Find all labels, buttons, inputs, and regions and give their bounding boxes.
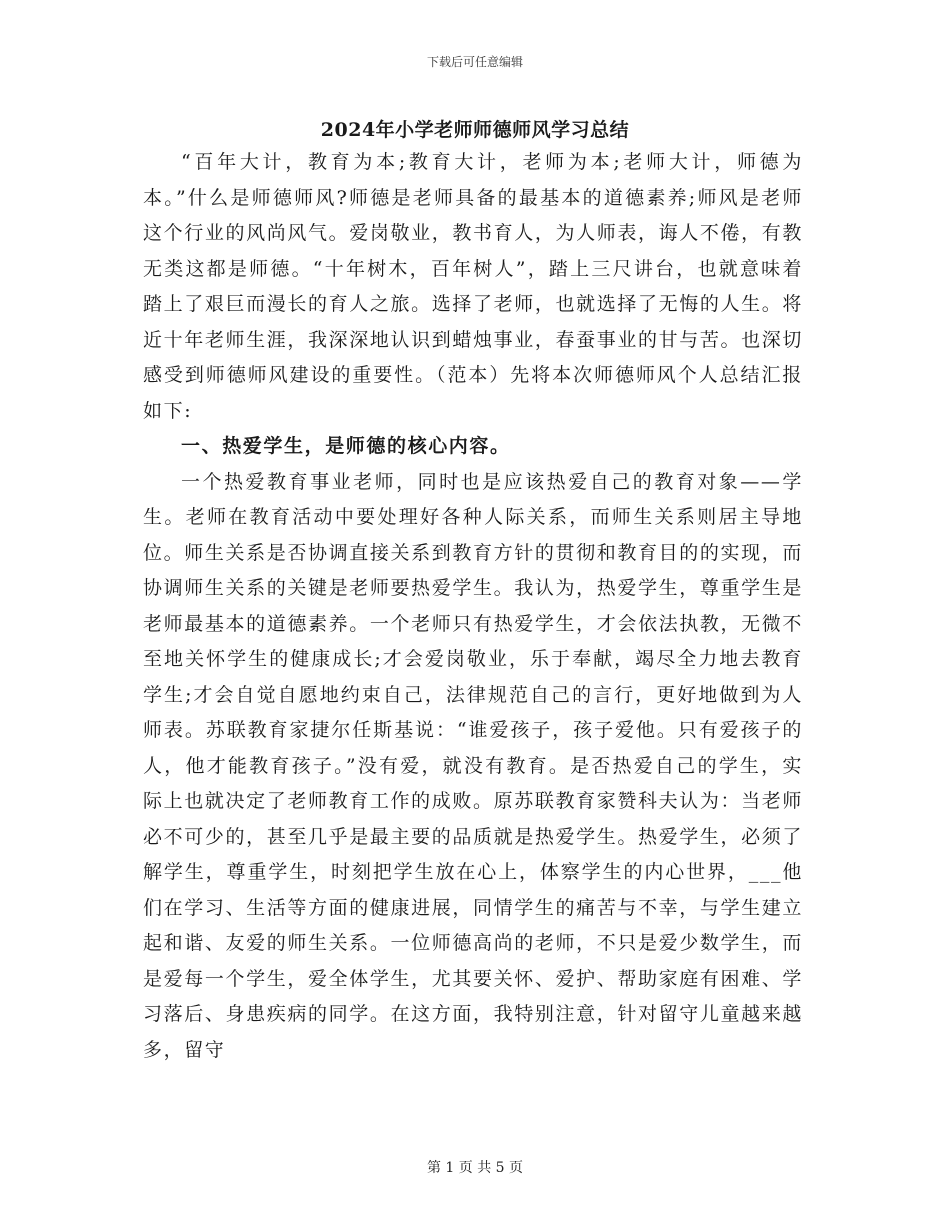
header-note: 下载后可任意编辑 bbox=[426, 55, 523, 69]
body-paragraph: 一个热爱教育事业老师，同时也是应该热爱自己的教育对象——学生。老师在教育活动中要处理好各种人际关系，而师生关系则居主导地位。师生关系是否协调直接关系到教育方针的贯彻和教育目的的实现，而协调师生关系的关键是老师要热爱学生。我认为，热爱学生，尊重学生是老师最基本的道德素养。一个老师只有热爱学生，才会依法执教，无微不至地关怀学生的健康成长;才会爱岗敬业，乐于奉献，竭尽全力地去教育学生;才会自觉自愿地约束自己，法律规范自己的言行，更好地做到为人师表。苏联教育家捷尔任斯基说：“谁爱孩子，孩子爱他。只有爱孩子的人，他才能教育孩子。”没有爱，就没有教育。是否热爱自己的学生，实际上也就决定了老师教育工作的成败。原苏联教育家赞科夫认为：当老师必不可少的，甚至几乎是最主要的品质就是热爱学生。热爱学生，必须了解学生，尊重学生，时刻把学生放在心上，体察学生的内心世界，___他们在学习、生活等方面的健康进展，同情学生的痛苦与不幸，与学生建立起和谐、友爱的师生关系。一位师德高尚的老师，不只是爱少数学生，而是爱每一个学生，爱全体学生，尤其要关怀、爱护、帮助家庭有困难、学习落后、身患疾病的同学。在这方面，我特别注意，针对留守儿童越来越多，留守 bbox=[143, 470, 803, 1061]
page-title: 2024年小学老师师德师风学习总结 bbox=[320, 119, 630, 141]
document-body bbox=[143, 145, 803, 1068]
page-number: 第 1 页 共 5 页 bbox=[426, 1160, 524, 1176]
section-heading: 一、热爱学生，是师德的核心内容。 bbox=[181, 435, 511, 457]
intro-paragraph: “百年大计，教育为本;教育大计，老师为本;老师大计，师德为本。”什么是师德师风?师德是老师具备的最基本的道德素养;师风是老师这个行业的风尚风气。爱岗敬业，教书育人，为人师表，诲人不倦，有教无类这都是师德。“十年树木，百年树人”，踏上三尺讲台，也就意味着踏上了艰巨而漫长的育人之旅。选择了老师，也就选择了无悔的人生。将近十年老师生涯，我深深地认识到蜡烛事业，春蚕事业的甘与苦。也深切感受到师德师风建设的重要性。（范本）先将本次师德师风个人总结汇报如下: bbox=[143, 151, 803, 422]
